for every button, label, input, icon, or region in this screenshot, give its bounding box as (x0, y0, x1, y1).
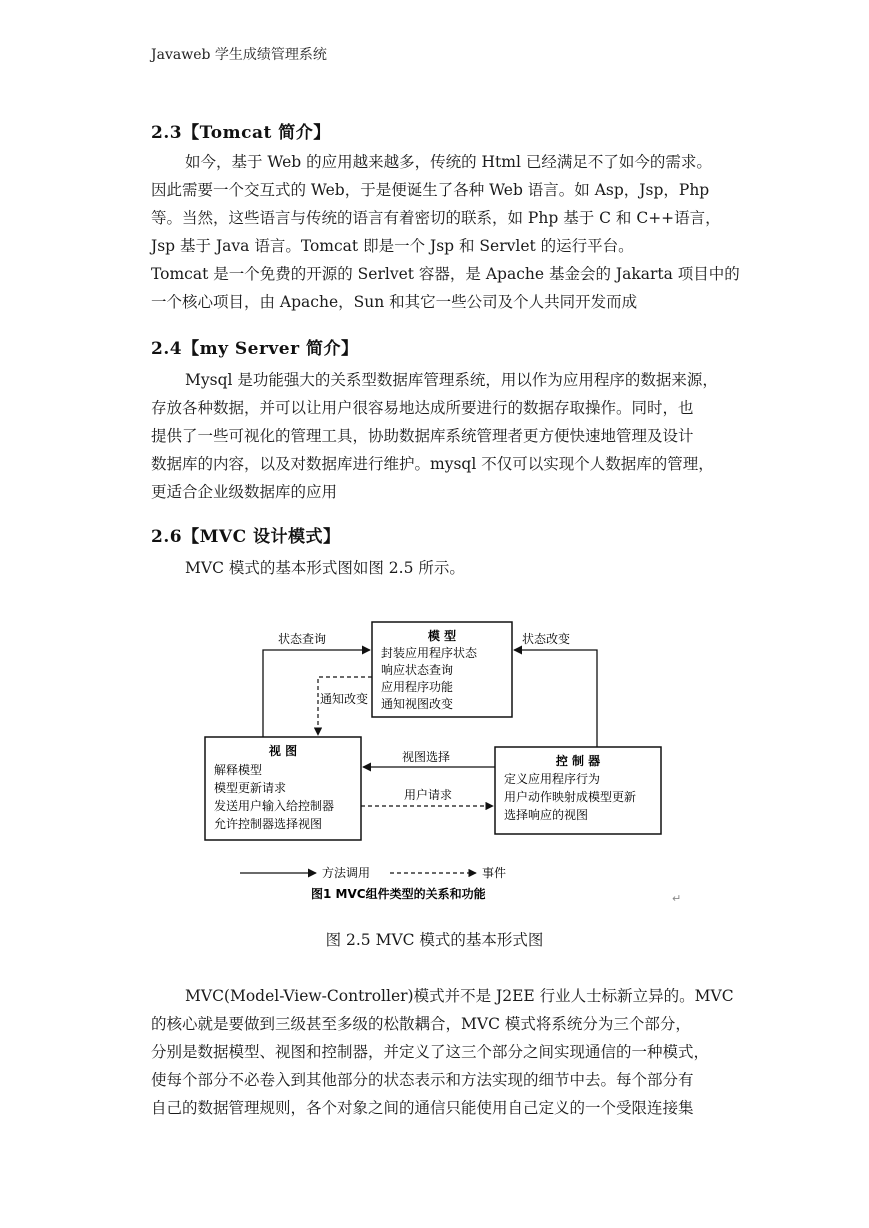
model-item: 响应状态查询 (381, 663, 454, 677)
controller-item: 定义应用程序行为 (504, 772, 601, 786)
model-item: 应用程序功能 (381, 680, 454, 694)
view-item: 模型更新请求 (214, 781, 287, 795)
controller-item: 选择响应的视图 (504, 808, 589, 822)
text-line: MVC(Model-View-Controller)模式并不是 J2EE 行业人士标新立异的。MVC (185, 987, 734, 1005)
section-heading-myserver: 2.4【my Server 简介】 (151, 339, 359, 359)
text-line: Jsp 基于 Java 语言。Tomcat 即是一个 Jsp 和 Servlet 的运行平台。 (151, 237, 634, 255)
text-line: 一个核心项目，由 Apache，Sun 和其它一些公司及个人共同开发而成 (151, 293, 638, 311)
return-mark: ↵ (672, 892, 682, 905)
model-item: 通知视图改变 (381, 697, 454, 711)
view-item: 发送用户输入给控制器 (214, 799, 335, 813)
model-title: 模 型 (427, 629, 457, 643)
text-line: 使每个部分不必卷入到其他部分的状态表示和方法实现的细节中去。每个部分有 (151, 1071, 694, 1089)
text-line: 数据库的内容，以及对数据库进行维护。mysql 不仅可以实现个人数据库的管理， (151, 455, 714, 473)
model-item: 封装应用程序状态 (381, 646, 478, 660)
text-line: 提供了一些可视化的管理工具，协助数据库系统管理者更方便快速地管理及设计 (151, 427, 694, 445)
label-view-select: 视图选择 (402, 750, 451, 764)
page-header: Javaweb 学生成绩管理系统 (151, 47, 327, 63)
label-state-change: 状态改变 (522, 632, 571, 646)
paragraph-mvc (151, 982, 765, 1122)
label-user-request: 用户请求 (404, 788, 453, 802)
text-line: 等。当然，这些语言与传统的语言有着密切的联系，如 Php 基于 C 和 C++语言， (151, 209, 721, 227)
text-line: 存放各种数据，并可以让用户很容易地达成所要进行的数据存取操作。同时，也 (151, 399, 694, 417)
label-notify-change: 通知改变 (320, 692, 369, 706)
text-line: 因此需要一个交互式的 Web，于是便诞生了各种 Web 语言。如 Asp，Jsp，Php (151, 181, 710, 199)
view-item: 允许控制器选择视图 (214, 817, 323, 831)
view-title: 视 图 (268, 744, 298, 758)
view-item: 解释模型 (214, 763, 263, 777)
text-line: 的核心就是要做到三级甚至多级的松散耦合，MVC 模式将系统分为三个部分， (151, 1015, 691, 1033)
figure-caption: 图 2.5 MVC 模式的基本形式图 (325, 931, 544, 949)
text-line: Tomcat 是一个免费的开源的 Serlvet 容器，是 Apache 基金会的 Jakarta 项目中的 (151, 265, 740, 283)
label-state-query: 状态查询 (278, 632, 327, 646)
text-line: Mysql 是功能强大的关系型数据库管理系统，用以作为应用程序的数据来源， (185, 371, 718, 389)
section-heading-tomcat: 2.3【Tomcat 简介】 (151, 123, 331, 143)
text-line: 如今，基于 Web 的应用越来越多，传统的 Html 已经满足不了如今的需求。 (185, 153, 712, 171)
controller-title: 控 制 器 (555, 754, 601, 768)
text-line: 更适合企业级数据库的应用 (151, 483, 338, 501)
controller-item: 用户动作映射成模型更新 (504, 790, 637, 804)
diagram-inner-caption: 图1 MVC组件类型的关系和功能 (311, 887, 486, 901)
arrow-notify-change (318, 677, 372, 735)
section-heading-mvc: 2.6【MVC 设计模式】 (151, 527, 341, 547)
text-line: 分别是数据模型、视图和控制器，并定义了这三个部分之间实现通信的一种模式， (151, 1043, 710, 1061)
legend-method-call: 方法调用 (322, 866, 371, 880)
text-line: MVC 模式的基本形式图如图 2.5 所示。 (185, 559, 465, 577)
arrow-state-change (514, 650, 597, 747)
legend-event: 事件 (482, 866, 507, 880)
text-line: 自己的数据管理规则，各个对象之间的通信只能使用自己定义的一个受限连接集 (151, 1099, 694, 1117)
